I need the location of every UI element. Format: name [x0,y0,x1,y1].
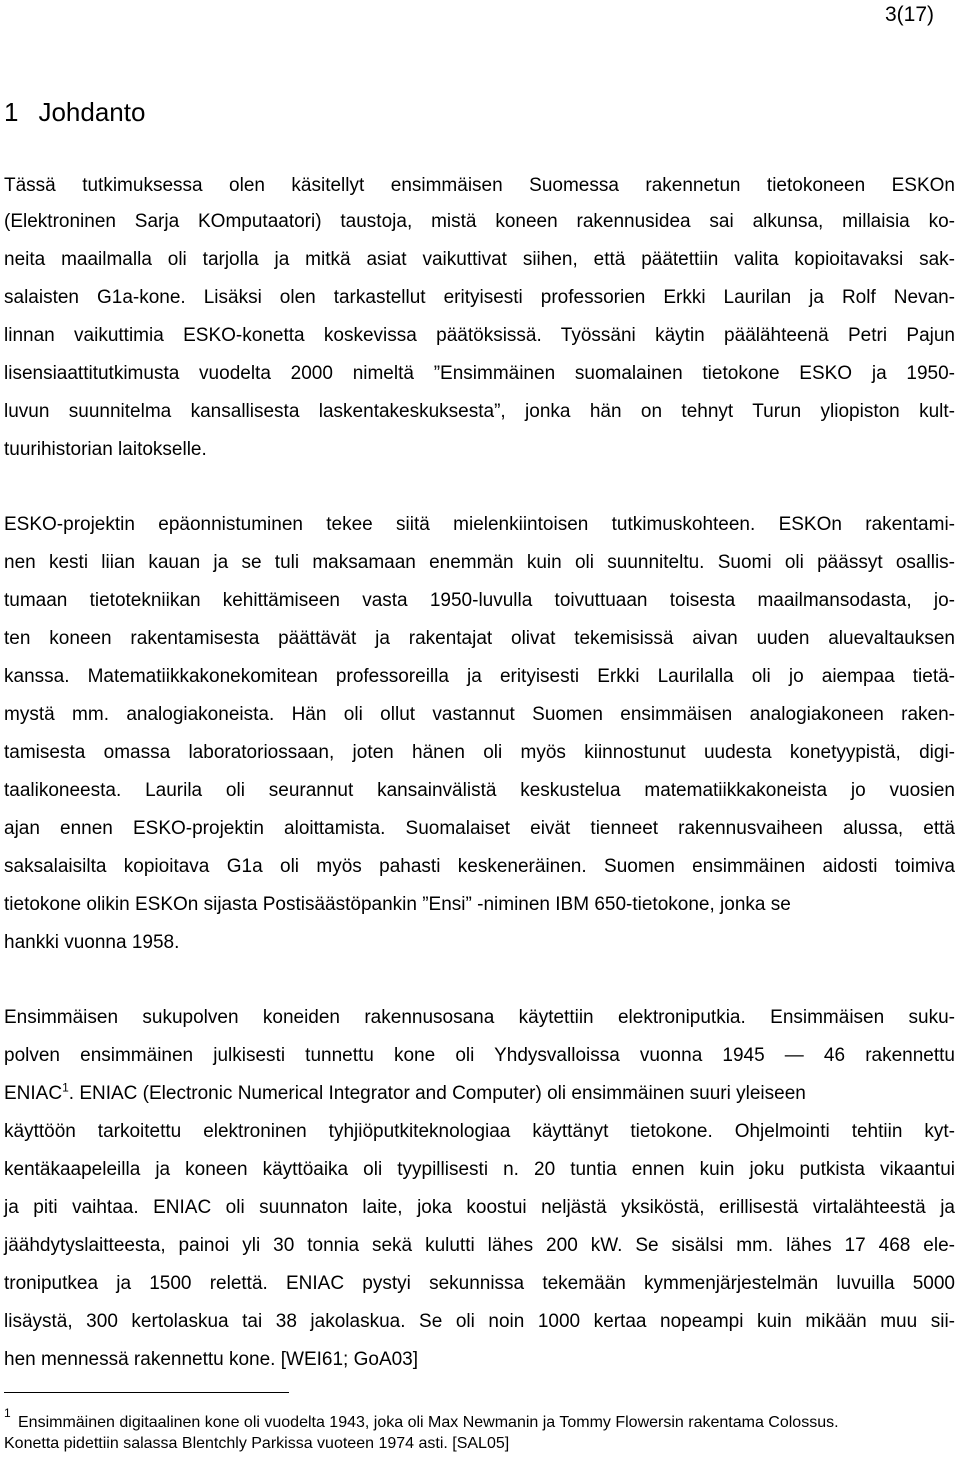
text-line: salaisten G1a-kone. Lisäksi olen tarkastellut erityisesti professorien Erkki Laurilan ja Rolf Nevan- [4,287,955,308]
text-line: saksalaisilta kopioitava G1a oli myös pahasti keskeneräinen. Suomen ensimmäinen aidosti toimiva [4,856,955,877]
text-line: linnan vaikuttimia ESKO-konetta koskevissa päätöksissä. Työssäni käytin päälähteenä Petri Pajun [4,325,955,346]
text-line: hen mennessä rakennettu kone. [WEI61; GoA03] [4,1349,419,1370]
text-line: ja piti vaihtaa. ENIAC oli suunnaton laite, joka koostui neljästä yksiköstä, erillisestä virtalähteestä ja [4,1197,955,1218]
text-line: lisäystä, 300 kertolaskua tai 38 jakolaskua. Se oli noin 1000 kertaa nopeampi kuin mikään muu sii- [4,1311,955,1332]
text-line-continuation: . ENIAC (Electronic Numerical Integrator and Computer) oli ensimmäinen suuri yleiseen [68,1083,806,1104]
text-line: (Elektroninen Sarja KOmputaatori) taustoja, mistä koneen rakennusidea sai alkunsa, millaisia ko- [4,211,955,232]
text-line-with-footnote [4,1080,806,1105]
text-line: taalikoneesta. Laurila oli seurannut kansainvälistä keskustelua matematiikkakoneista jo vuosien [4,780,955,801]
text-line: lisensiaattitutkimusta vuodelta 2000 nimeltä ”Ensimmäinen suomalainen tietokone ESKO ja 1950- [4,363,955,384]
text-line: ten koneen rakentamisesta päättävät ja rakentajat olivat tekemisissä aivan uuden aluevaltauksen [4,628,955,649]
text-line: nen kesti liian kauan ja se tuli maksamaan enemmän kuin oli suunniteltu. Suomi oli päässyt osallis- [4,552,955,573]
text-line: ajan ennen ESKO-projektin aloittamista. Suomalaiset eivät tienneet rakennusvaiheen alussa, että [4,818,955,839]
text-line: troniputkea ja 1500 relettä. ENIAC pystyi sekunnissa tekemään kymmenjärjestelmän luvuilla 5000 [4,1273,955,1294]
page-number: 3(17) [884,3,934,26]
text-line: neita maailmalla oli tarjolla ja mitkä asiat vaikuttivat siihen, että päätettiin valita kopioitavaksi sak- [4,249,955,270]
text-line: luvun suunnitelma kansallisesta laskentakeskuksesta”, jonka hän on tehnyt Turun yliopiston kult- [4,401,955,422]
text-line: mystä mm. analogiakoneista. Hän oli ollut vastannut Suomen ensimmäisen analogiakoneen raken- [4,704,955,725]
text-line: polven ensimmäinen julkisesti tunnettu kone oli Yhdysvalloissa vuonna 1945 — 46 rakennettu [4,1045,955,1066]
text-line: tietokone olikin ESKOn sijasta Postisäästöpankin ”Ensi” -niminen IBM 650-tietokone, jonka se [4,894,791,915]
chapter-title: Johdanto [38,97,146,127]
text-line: hankki vuonna 1958. [4,932,180,953]
text-line: kanssa. Matematiikkakonekomitean professoreilla ja erityisesti Erkki Laurilalla oli jo aiempaa tietä- [4,666,955,687]
text-line: tumaan tietotekniikan kehittämiseen vasta 1950-luvulla toivuttuaan toisesta maailmansodasta, jo- [4,590,955,611]
eniac-term: ENIAC [4,1083,63,1104]
text-line: tamisesta omassa laboratoriossaan, joten hänen oli myös kiinnostunut uudesta konetyypistä, digi- [4,742,955,763]
chapter-number: 1 [4,97,19,127]
chapter-heading [4,96,145,128]
text-line: jäähdytyslaitteesta, painoi yli 30 tonnia sekä kulutti lähes 200 kW. Se sisälsi mm. lähes 17 468 ele- [4,1235,955,1256]
footnote-separator [4,1392,289,1393]
text-line: Ensimmäisen sukupolven koneiden rakennusosana käytettiin elektroniputkia. Ensimmäisen suku- [4,1007,955,1028]
text-line: ESKO-projektin epäonnistuminen tekee siitä mielenkiintoisen tutkimuskohteen. ESKOn rakentami- [4,514,955,535]
text-line: kentäkaapeleilla ja koneen käyttöaika oli tyypillisesti n. 20 tuntia ennen kuin joku putkista vikaantui [4,1159,955,1180]
footnote-text-line: Ensimmäinen digitaalinen kone oli vuodelta 1943, joka oli Max Newmanin ja Tommy Flowersin rakentama Colossus. [18,1414,839,1431]
text-line: Tässä tutkimuksessa olen käsitellyt ensimmäisen Suomessa rakennetun tietokoneen ESKOn [4,175,955,196]
footnote-text-line: Konetta pidettiin salassa Blentchly Parkissa vuoteen 1974 asti. [SAL05] [4,1435,510,1452]
text-line: käyttöön tarkoitettu elektroninen tyhjiöputkiteknologiaa käyttänyt tietokone. Ohjelmointi tehtiin kyt- [4,1121,955,1142]
footnote-marker: 1 [4,1406,11,1420]
footnote-reference: 1 [62,1080,69,1095]
text-line: tuurihistorian laitokselle. [4,439,207,460]
